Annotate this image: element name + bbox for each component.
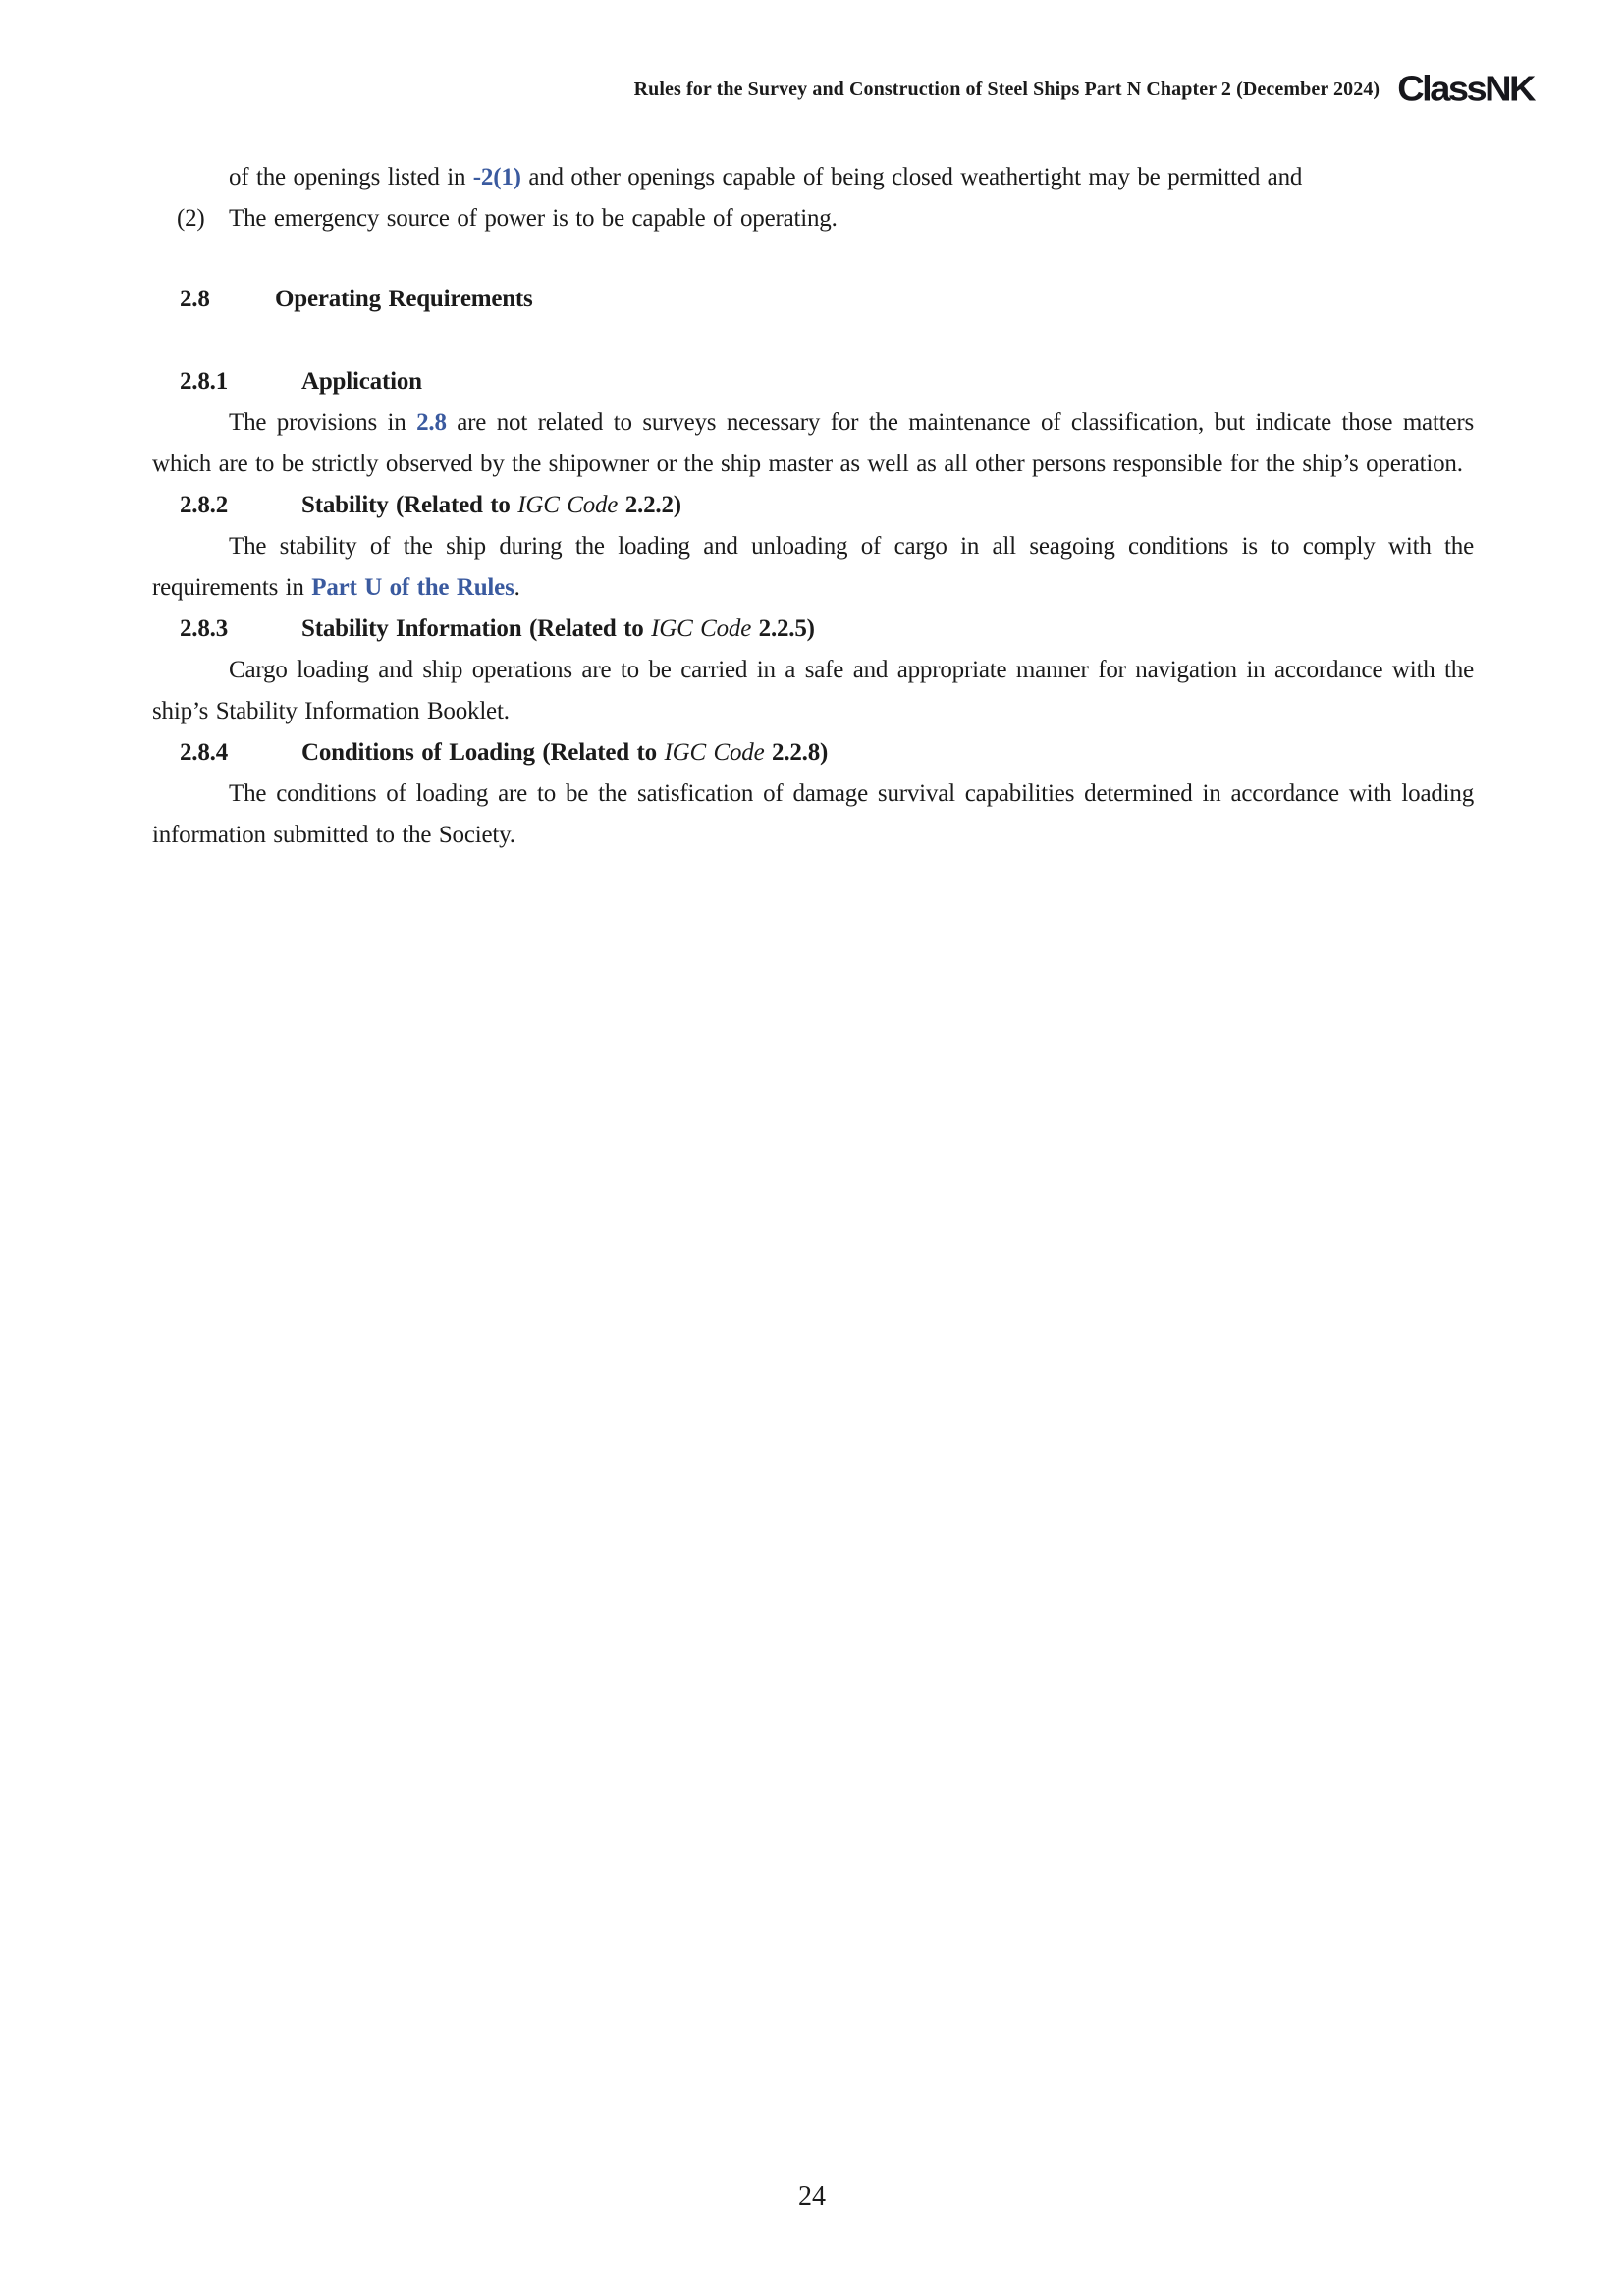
subsection-title-italic: IGC Code [651,615,752,642]
list-item-text: The emergency source of power is to be capable of operating. [229,205,838,232]
running-header-title: Rules for the Survey and Construction of Steel Ships Part N Chapter 2 (December 2024) [633,79,1380,100]
paragraph-text-post: are not related to surveys necessary for the maintenance of classification, but indicate those matters which are to be strictly observed by the shipowner or the ship master as well as all other persons responsible for the ship’s operation. [152,409,1474,477]
list-item-marker: (2) [177,205,205,232]
subsection-title-post: 2.2.2) [618,492,681,518]
page-header [634,69,1534,111]
subsection-title-text: Conditions of Loading (Related to [301,739,665,766]
cross-reference-link-2-1[interactable]: -2(1) [472,164,521,190]
subsection-heading-2-8-4 [152,732,1474,774]
subsection-heading-2-8-2 [152,485,1474,526]
subsection-number: 2.8.3 [180,615,229,642]
subsection-number: 2.8.1 [180,368,229,395]
section-title: Operating Requirements [275,286,533,312]
paragraph-2-8-4 [152,774,1474,856]
subsection-title-italic: IGC Code [664,739,765,766]
subsection-number: 2.8.2 [180,492,229,518]
page-number: 24 [798,2181,826,2212]
document-content [152,157,1474,856]
subsection-title [301,485,681,526]
subsection-heading-2-8-3 [152,609,1474,650]
list-item-2 [152,198,1474,240]
subsection-title-text: Stability (Related to [301,492,518,518]
continuation-text-post: and other openings capable of being closed weathertight may be permitted and [520,164,1303,190]
subsection-title [301,732,828,774]
subsection-title [301,361,422,402]
paragraph-2-8-2 [152,526,1474,609]
paragraph-text-post: . [514,574,520,601]
paragraph-text: The conditions of loading are to be the satisfication of damage survival capabilities determined in accordance with loading information submitted to the Society. [152,780,1474,848]
subsection-title-post: 2.2.8) [764,739,829,766]
subsection-heading-2-8-1 [152,361,1474,402]
section-heading-2-8 [152,279,1474,320]
paragraph-text-pre: The stability of the ship during the loading and unloading of cargo in all seagoing conditions is to comply with the requirements in [152,533,1474,601]
paragraph-2-8-3 [152,650,1474,732]
subsection-title-italic: IGC Code [517,492,619,518]
subsection-title [301,609,815,650]
paragraph-text-pre: The provisions in [229,409,417,436]
paragraph-continuation [152,157,1474,198]
cross-reference-link-part-u[interactable]: Part U of the Rules [311,574,514,601]
continuation-text-pre: of the openings listed in [229,164,473,190]
subsection-number: 2.8.4 [180,739,229,766]
paragraph-text: Cargo loading and ship operations are to be carried in a safe and appropriate manner for navigation in accordance with the ship’s Stability Information Booklet. [152,657,1474,724]
classnk-logo: ClassNK [1397,70,1534,109]
paragraph-2-8-1 [152,402,1474,485]
subsection-title-text: Application [301,368,422,395]
section-number: 2.8 [180,286,210,312]
cross-reference-link-2-8[interactable]: 2.8 [416,409,447,436]
subsection-title-post: 2.2.5) [751,615,815,642]
subsection-title-text: Stability Information (Related to [301,615,652,642]
